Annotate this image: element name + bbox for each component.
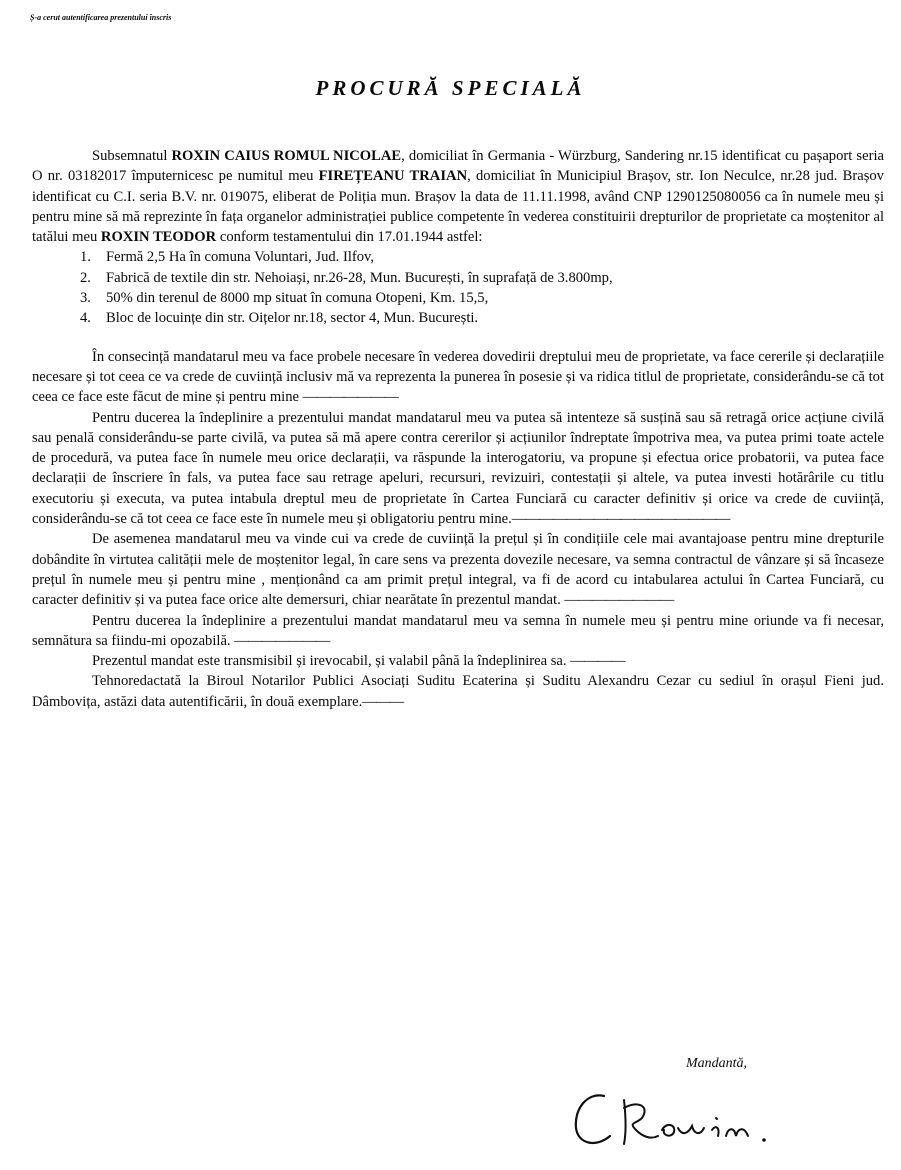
list-item-text: Fermă 2,5 Ha în comuna Voluntari, Jud. Ilfov, xyxy=(106,249,375,266)
principal-name: ROXIN CAIUS ROMUL NICOLAE xyxy=(171,148,402,164)
list-item-text: Bloc de locuințe din str. Oițelor nr.18, sector 4, Mun. București. xyxy=(106,310,479,327)
signature-stroke xyxy=(662,1125,704,1136)
header-note: Ș-a cerut autentificarea prezentului înscris xyxy=(30,13,172,22)
list-item-text: 50% din terenul de 8000 mp situat în comuna Otopeni, Km. 15,5, xyxy=(106,290,489,307)
intro-paragraph xyxy=(32,146,884,247)
validity-paragraph xyxy=(32,651,884,671)
intro-text-1: Subsemnatul xyxy=(92,148,172,164)
signature-stroke xyxy=(624,1100,658,1144)
filler-dashes: ———————— xyxy=(564,592,674,609)
signature-stroke xyxy=(712,1118,748,1136)
intro-text-3: , domiciliat în Municipiul Brașov, str. Ion Neculce, nr.28 jud. Brașov identificat cu C.I. seria B.V. nr. 019075, eliberat de Poliția mun. Brașov la data de 11.11.1998, având CNP 1290125080056 ca în numele meu și pentru mine să mă reprezinte în fața organelor administrației publice competente în vederea constituirii drepturilor de proprietate ca moștenitor al tatălui meu xyxy=(32,168,884,246)
filler-dashes: ——————— xyxy=(302,389,398,406)
filler-dashes: ——— xyxy=(362,693,404,710)
list-item-number: 2. xyxy=(80,269,91,286)
validity-text: Prezentul mandat este transmisibil și irevocabil, și valabil până la îndeplinirea sa. xyxy=(92,653,567,670)
signing-paragraph xyxy=(32,611,884,652)
sale-text: De asemenea mandatarul meu va vinde cui va crede de cuviință la prețul și în condițiile cele mai avantajoase pentru mine drepturile dobândite în virtutea calității mele de moștenitor legal, în care sens va prezenta dovezile necesare, va semna contractul de vânzare și să încaseze prețul în numele meu și pentru mine , menționând ca am primit prețul integral, va fi de acord cu intabularea actului în Cartea Funciară, cu caracter definitiv și va putea face orice alte demersuri, chiar nearătate în prezentul mandat. xyxy=(32,531,884,609)
list-item xyxy=(80,268,884,288)
intro-text-4: conform testamentului din 17.01.1944 astfel: xyxy=(216,229,483,246)
drafting-text: Tehnoredactată la Biroul Notarilor Publici Asociați Suditu Ecaterina și Suditu Alexandru Cezar cu sediul în orașul Fieni jud. Dâmbovița, astăzi data autentificării, în două exemplare. xyxy=(32,673,884,710)
powers-paragraph xyxy=(32,408,884,530)
signature-dot xyxy=(762,1138,766,1142)
signature-stroke xyxy=(576,1095,610,1143)
powers-text: Pentru ducerea la îndeplinire a prezentului mandat mandatarul meu va putea să intenteze să susțină sau să retragă orice acțiune civilă sau penală considerându-se parte civilă, va putea să mă apere contra cererilor și acțiunilor îndreptate împotriva mea, va putea primi toate actele de procedură, va putea face în numele meu orice declarații, va răspunde la interogatoriu, va propune și efectua orice probatorii, va putea face declarații de înscriere în fals, va putea face sau retrage apeluri, recursuri, revizuiri, contestații și altele, va putea investi hotărârile cu titlu executoriu și executa, va putea intabula dreptul meu de proprietate în Cartea Funciară cu caracter definitiv și orice va crede de cuviință, considerându-se că tot ceea ce face este în numele meu și obligatoriu pentru mine. xyxy=(32,409,884,528)
signing-text: Pentru ducerea la îndeplinire a prezentului mandat mandatarul meu va semna în numele meu și pentru mine oriunde va fi necesar, semnătura sa fiindu-mi opozabilă. xyxy=(32,612,884,649)
filler-dashes: ———— xyxy=(570,653,625,670)
document-body xyxy=(32,146,884,712)
list-item-text: Fabrică de textile din str. Nehoiași, nr.26-28, Mun. București, în suprafață de 3.800mp, xyxy=(106,269,613,286)
filler-dashes: ——————— xyxy=(234,632,330,649)
agent-name: FIREȚEANU TRAIAN xyxy=(318,168,468,185)
sale-paragraph xyxy=(32,529,884,610)
signature xyxy=(566,1078,816,1158)
list-item-number: 1. xyxy=(80,249,91,266)
list-item-number: 4. xyxy=(80,310,91,327)
consequence-text: În consecință mandatarul meu va face probele necesare în vederea dovedirii dreptului meu de proprietate, va face cererile și declarațiile necesare și tot ceea ce va crede de cuviință inclusiv mă va reprezenta la punerea în posesie și va ridica titlul de proprietate, considerându-se că tot ceea ce face este făcut de mine și pentru mine xyxy=(32,348,884,406)
intro-text-2: , domiciliat în Germania - Würzburg, Sandering nr.15 identificat cu pașaport seria O nr. 03182017 împuternicesc pe numitul meu xyxy=(32,148,884,185)
father-name: ROXIN TEODOR xyxy=(100,229,217,246)
list-item xyxy=(80,288,884,308)
list-item-number: 3. xyxy=(80,290,91,307)
drafting-paragraph xyxy=(32,671,884,712)
consequence-paragraph xyxy=(32,347,884,408)
assets-list xyxy=(32,247,884,328)
list-item xyxy=(80,308,884,328)
mandant-label: Mandantă, xyxy=(686,1056,748,1071)
list-item xyxy=(80,247,884,267)
document-title: PROCURĂ SPECIALĂ xyxy=(315,76,586,100)
filler-dashes: ———————————————— xyxy=(511,511,730,528)
